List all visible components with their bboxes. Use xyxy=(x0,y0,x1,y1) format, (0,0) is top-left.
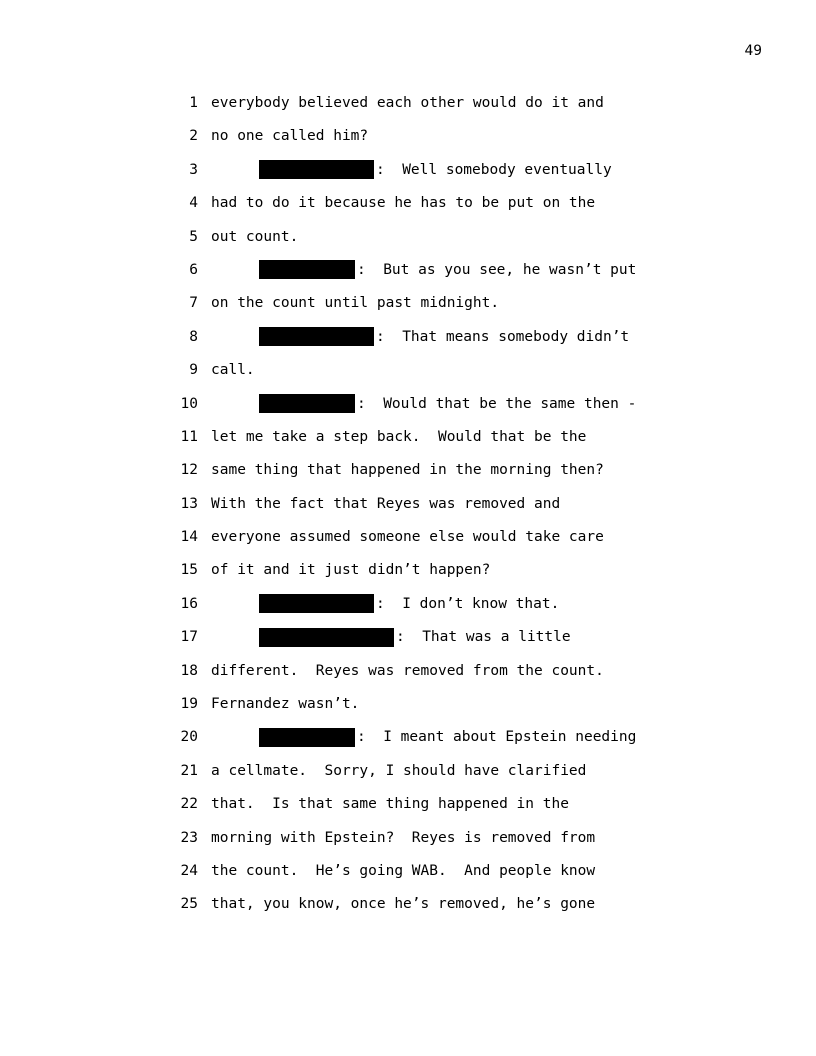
line-text: the count. He’s going WAB. And people know xyxy=(211,862,596,879)
line-text: of it and it just didn’t happen? xyxy=(211,562,491,579)
line-text: that, you know, once he’s removed, he’s gone xyxy=(211,896,596,913)
redaction-bar xyxy=(259,394,355,413)
transcript-line xyxy=(170,794,690,827)
line-text: everyone assumed someone else would take care xyxy=(211,529,604,546)
redaction-bar xyxy=(259,728,355,747)
line-text: same thing that happened in the morning then? xyxy=(211,462,604,479)
line-number: 24 xyxy=(180,862,198,879)
speaker-text: : Would that be the same then - xyxy=(357,395,637,412)
redaction-bar xyxy=(259,327,374,346)
line-text: everybody believed each other would do it and xyxy=(211,95,604,111)
transcript-line xyxy=(170,527,690,560)
line-text xyxy=(259,160,612,180)
line-text: out count. xyxy=(211,228,299,245)
transcript-line xyxy=(170,126,690,159)
line-text: that. Is that same thing happened in the xyxy=(211,796,569,813)
line-text xyxy=(259,727,636,747)
page-number: 49 xyxy=(744,43,762,59)
line-number: 2 xyxy=(189,128,198,145)
line-text: morning with Epstein? Reyes is removed from xyxy=(211,829,596,846)
line-number: 6 xyxy=(189,261,198,278)
speaker-text: : That was a little xyxy=(396,629,571,646)
transcript-line xyxy=(170,93,690,126)
transcript-line xyxy=(170,661,690,694)
transcript-line xyxy=(170,327,690,360)
redaction-bar xyxy=(259,594,374,613)
transcript-line xyxy=(170,260,690,293)
line-number: 10 xyxy=(180,395,198,412)
transcript-line xyxy=(170,494,690,527)
line-number: 22 xyxy=(180,796,198,813)
redaction-bar xyxy=(259,260,355,279)
line-text: call. xyxy=(211,362,255,379)
transcript-line xyxy=(170,560,690,593)
transcript-line xyxy=(170,160,690,193)
transcript-body xyxy=(170,93,690,928)
speaker-text: : I meant about Epstein needing xyxy=(357,729,637,746)
line-text: Fernandez wasn’t. xyxy=(211,696,360,713)
speaker-text: : But as you see, he wasn’t put xyxy=(357,261,637,278)
transcript-line xyxy=(170,727,690,760)
transcript-line xyxy=(170,460,690,493)
transcript-line xyxy=(170,828,690,861)
redaction-bar xyxy=(259,628,394,647)
line-number: 13 xyxy=(180,495,198,512)
line-number: 8 xyxy=(189,328,198,345)
transcript-line xyxy=(170,694,690,727)
line-text xyxy=(259,594,559,614)
line-number: 11 xyxy=(180,428,198,445)
line-number: 25 xyxy=(180,896,198,913)
transcript-line xyxy=(170,193,690,226)
line-number: 20 xyxy=(180,729,198,746)
redaction-bar xyxy=(259,160,374,179)
line-text: With the fact that Reyes was removed and xyxy=(211,495,561,512)
transcript-line xyxy=(170,761,690,794)
line-number: 16 xyxy=(180,595,198,612)
transcript-line xyxy=(170,227,690,260)
line-text: no one called him? xyxy=(211,128,369,145)
transcript-line xyxy=(170,594,690,627)
transcript-line xyxy=(170,360,690,393)
line-number: 9 xyxy=(189,362,198,379)
speaker-text: : Well somebody eventually xyxy=(376,161,612,178)
line-text: had to do it because he has to be put on the xyxy=(211,195,596,212)
speaker-text: : I don’t know that. xyxy=(376,595,560,612)
line-text xyxy=(259,327,629,347)
line-text: different. Reyes was removed from the count. xyxy=(211,662,604,679)
transcript-line xyxy=(170,293,690,326)
transcript-line xyxy=(170,861,690,894)
line-number: 19 xyxy=(180,696,198,713)
line-number: 21 xyxy=(180,762,198,779)
line-number: 17 xyxy=(180,629,198,646)
line-text xyxy=(259,394,636,414)
line-number: 1 xyxy=(189,95,198,111)
line-number: 18 xyxy=(180,662,198,679)
line-number: 4 xyxy=(189,195,198,212)
line-number: 7 xyxy=(189,295,198,312)
speaker-text: : That means somebody didn’t xyxy=(376,328,630,345)
line-text: let me take a step back. Would that be the xyxy=(211,428,587,445)
line-number: 5 xyxy=(189,228,198,245)
line-number: 12 xyxy=(180,462,198,479)
line-number: 3 xyxy=(189,161,198,178)
line-text xyxy=(259,260,636,280)
transcript-line xyxy=(170,427,690,460)
line-number: 23 xyxy=(180,829,198,846)
line-number: 14 xyxy=(180,529,198,546)
transcript-line xyxy=(170,894,690,927)
transcript-line xyxy=(170,394,690,427)
transcript-line xyxy=(170,627,690,660)
line-number: 15 xyxy=(180,562,198,579)
line-text: on the count until past midnight. xyxy=(211,295,500,312)
line-text: a cellmate. Sorry, I should have clarified xyxy=(211,762,587,779)
line-text xyxy=(259,627,571,647)
